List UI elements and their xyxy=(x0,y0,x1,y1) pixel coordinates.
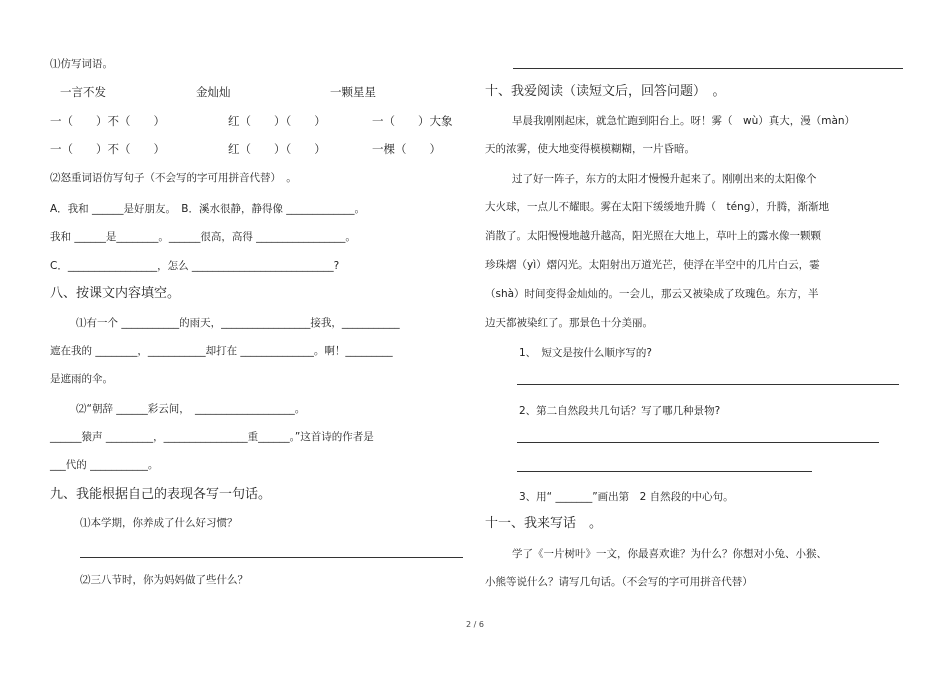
page-number: 2 / 6 xyxy=(466,620,484,629)
section-9-heading: 九、我能根据自己的表现各写一句话。 xyxy=(50,487,272,502)
answer-line xyxy=(517,384,899,385)
question-3: 3、用“ _______”画出第 2 自然段的中心句。 xyxy=(519,491,734,503)
section-1-title: ⑴仿写词语。 xyxy=(50,58,113,70)
section-11-heading: 十一、我来写话 。 xyxy=(485,516,603,531)
writing-prompt-line-2: 小熊等说什么？请写几句话。（不会写的字可用拼音代替） xyxy=(485,576,753,588)
section-10-heading: 十、我爱阅读（读短文后，回答问题） 。 xyxy=(485,84,726,99)
section-9-question-1: ⑴本学期，你养成了什么好习惯？ xyxy=(80,517,238,529)
question-1: 1、 短文是按什么顺序写的? xyxy=(519,347,653,359)
example-word-2: 金灿灿 xyxy=(196,85,231,99)
passage-line-1: 早晨我刚刚起床，就急忙跑到阳台上。呀！雾（ wù）真大，漫（màn） xyxy=(512,115,856,127)
sentence-c: C．_________________，怎么 ___________________________? xyxy=(50,260,340,272)
fill-row-2a: 一（ ）不（ ） xyxy=(50,142,165,156)
answer-line xyxy=(517,471,812,472)
question-2: 2、第二自然段共几句话？写了哪几种景物? xyxy=(519,405,721,417)
passage-line-3: 过了好一阵子，东方的太阳才慢慢升起来了。刚刚出来的太阳像个 xyxy=(512,173,817,185)
answer-line xyxy=(513,68,903,69)
section-8-heading: 八、按课文内容填空。 xyxy=(50,286,181,301)
passage-line-7: （shà）时间变得金灿灿的。一会儿，那云又被染成了玫瑰色。东方，半 xyxy=(485,288,819,300)
sentence-a: A．我和 ______是好朋友。 B．溪水很静，静得像 _____________。 xyxy=(50,203,366,215)
example-word-1: 一言不发 xyxy=(60,85,106,99)
fill-row-1a: 一（ ）不（ ） xyxy=(50,114,165,128)
passage-line-8: 边天都被染红了。那景色十分美丽。 xyxy=(485,317,653,329)
answer-line xyxy=(80,557,463,558)
section-8-line-2: 遮在我的 ________，___________却打在 ______________。啊！_________ xyxy=(50,345,393,357)
section-8-line-5: ______猿声 _________，________________重______。”这首诗的作者是 xyxy=(50,431,374,443)
section-9-question-2: ⑵三八节时，你为妈妈做了些什么？ xyxy=(80,574,248,586)
fill-row-1b: 红（ ）（ ） xyxy=(228,114,326,128)
sentence-a2: 我和 ______是________。______很高，高得 _________________。 xyxy=(50,231,356,243)
passage-line-2: 天的浓雾，使大地变得模模糊糊，一片昏暗。 xyxy=(485,143,695,155)
section-8-line-4: ⑵“朝辞 ______彩云间， ___________________。 xyxy=(76,403,306,415)
example-word-3: 一颗星星 xyxy=(330,85,376,99)
passage-line-6: 珍珠熠（yì）熠闪光。太阳射出万道光芒，使浮在半空中的几片白云，霎 xyxy=(485,259,820,271)
answer-line xyxy=(517,442,879,443)
fill-row-1c: 一（ ）大象 xyxy=(372,114,453,128)
passage-line-4: 大火球，一点儿不耀眼。雾在太阳下缓缓地升腾（ téng），升腾，渐渐地 xyxy=(485,201,830,213)
writing-prompt-line-1: 学了《一片树叶》一文，你最喜欢谁？为什么？你想对小兔、小猴、 xyxy=(512,548,827,560)
passage-line-5: 消散了。太阳慢慢地越升越高，阳光照在大地上，草叶上的露水像一颗颗 xyxy=(485,230,821,242)
fill-row-2b: 红（ ）（ ） xyxy=(228,142,326,156)
section-8-line-3: 是遮雨的伞。 xyxy=(50,373,113,385)
section-8-line-1: ⑴有一个 ___________的雨天，_________________接我，___________ xyxy=(76,317,400,329)
section-8-line-6: ___代的 ___________。 xyxy=(50,459,159,471)
section-2-title: ⑵怒重词语仿写句子（不会写的字可用拼音代替） 。 xyxy=(50,172,297,184)
fill-row-2c: 一棵（ ） xyxy=(372,142,441,156)
